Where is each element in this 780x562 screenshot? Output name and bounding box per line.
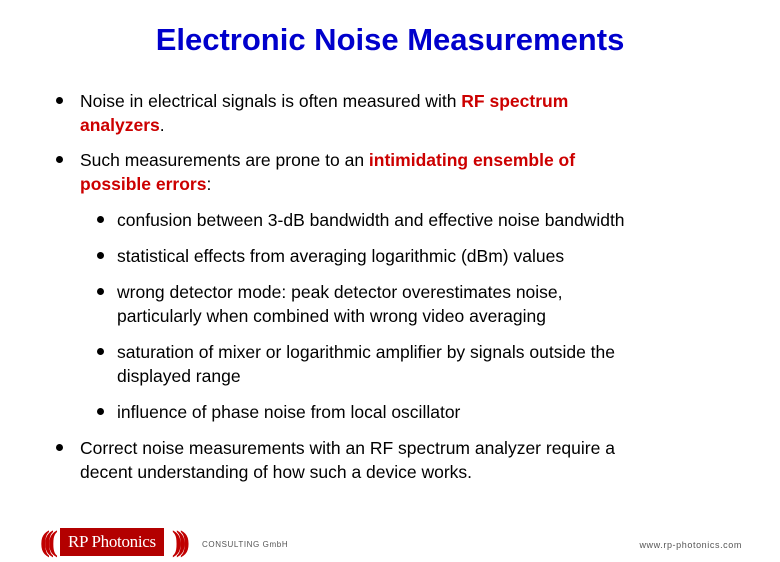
sub-item-1-line-1: confusion between 3-dB bandwidth and effective noise bandwidth — [117, 210, 625, 230]
sub-bullet-dot — [97, 216, 104, 223]
logo-right-parens: ))) — [171, 525, 184, 558]
bullet-dot — [56, 444, 63, 451]
bullet-2-highlight-2: possible errors — [80, 174, 207, 194]
bullet-1-post: . — [159, 115, 165, 135]
sub-item-3-line-1: wrong detector mode: peak detector overestimates noise, — [117, 282, 563, 302]
bullet-3-line-2: decent understanding of how such a device works. — [80, 462, 473, 482]
bullet-2-pre: Such measurements are prone to an — [80, 150, 369, 170]
logo-text: RP Photonics — [60, 528, 164, 556]
sub-item-4-line-1: saturation of mixer or logarithmic amplifier by signals outside the — [117, 342, 615, 362]
bullet-2-highlight-1: intimidating ensemble of — [368, 150, 576, 170]
sub-bullet-dot — [97, 408, 104, 415]
bullet-dot — [56, 156, 63, 163]
sub-item-3-line-2: particularly when combined with wrong video averaging — [117, 306, 546, 326]
bullet-2-text — [80, 148, 720, 196]
sub-item-5-line-1: influence of phase noise from local oscillator — [117, 402, 461, 422]
sub-item-4-line-2: displayed range — [117, 366, 241, 386]
sub-item-2-line-1: statistical effects from averaging logarithmic (dBm) values — [117, 246, 565, 266]
bullet-1-highlight-2: analyzers — [80, 115, 160, 135]
sub-item — [117, 340, 737, 388]
sub-item — [117, 280, 737, 328]
sub-bullet-dot — [97, 288, 104, 295]
bullet-3-text — [80, 436, 740, 484]
consulting-label: CONSULTING GmbH — [202, 540, 289, 549]
bullet-1-text — [80, 89, 720, 137]
rp-photonics-logo — [40, 524, 184, 560]
logo-left-parens: ((( — [40, 525, 52, 558]
website-url: www.rp-photonics.com — [639, 540, 742, 550]
bullet-dot — [56, 97, 63, 104]
sub-item — [117, 208, 737, 232]
sub-bullet-dot — [97, 252, 104, 259]
bullet-2-post: : — [206, 174, 212, 194]
sub-item — [117, 244, 737, 268]
slide-title: Electronic Noise Measurements — [155, 22, 625, 57]
bullet-3-line-1: Correct noise measurements with an RF spectrum analyzer require a — [80, 438, 615, 458]
sub-bullet-dot — [97, 348, 104, 355]
bullet-1-highlight-1: RF spectrum — [461, 91, 569, 111]
bullet-1-pre: Noise in electrical signals is often measured with — [80, 91, 462, 111]
sub-item — [117, 400, 737, 424]
